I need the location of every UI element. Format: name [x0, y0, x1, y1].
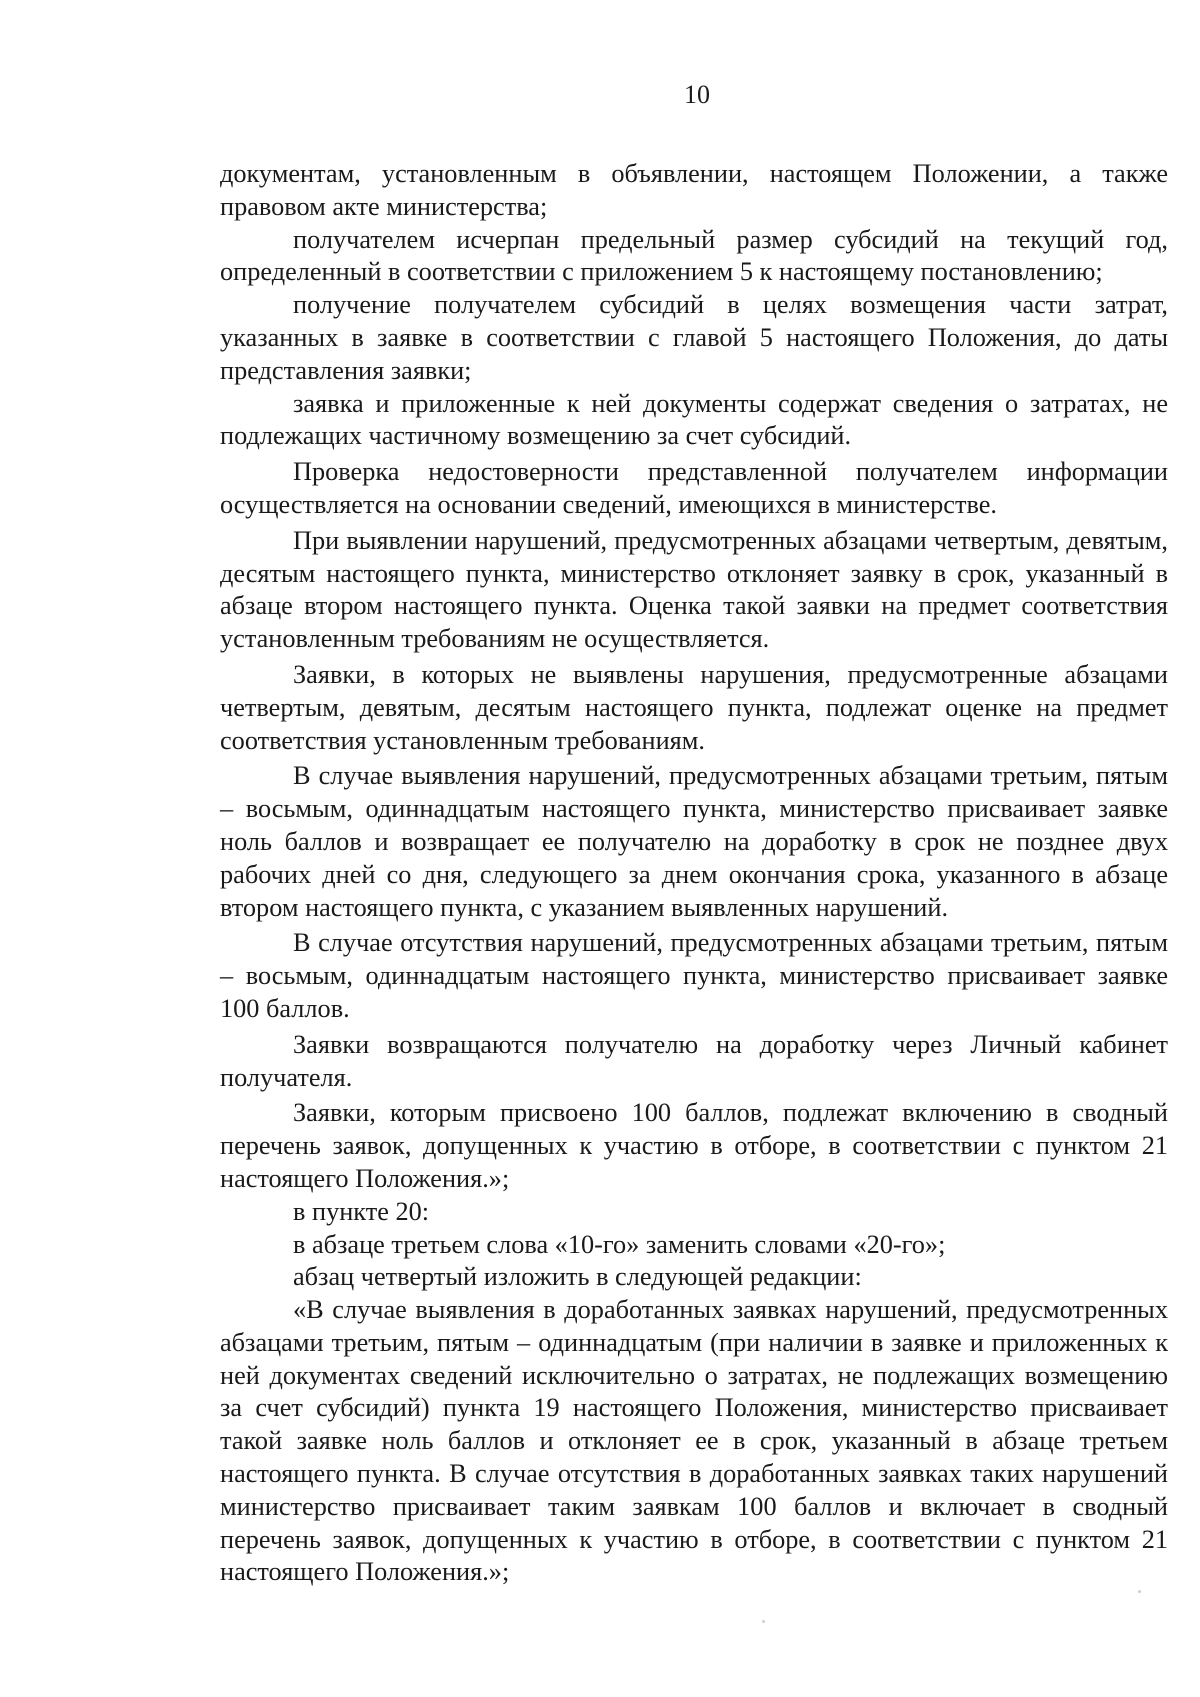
paragraph: получателем исчерпан предельный размер субсидий на текущий год, определенный в соответствии с приложением 5 к настоящему постановлению; — [220, 224, 1168, 287]
paragraph: «В случае выявления в доработанных заявках нарушений, предусмотренных абзацами третьим, пятым – одиннадцатым (при наличии в заявке и приложенных к ней документах сведений исключительно о затратах, не подлежащих возмещению за счет субсидий) пункта 19 настоящего Положения, министерство присваивает такой заявке ноль баллов и отклоняет ее в срок, указанный в абзаце третьем настоящего пункта. В случае отсутствия в доработанных заявках таких нарушений министерство присваивает таким заявкам 100 баллов и включает в сводный перечень заявок, допущенных к участию в отборе, в соответствии с пунктом 21 настоящего Положения.»; — [220, 1295, 1168, 1587]
scan-speck — [1138, 1590, 1141, 1593]
document-body — [220, 158, 1168, 1589]
paragraph: Проверка недостоверности представленной получателем информации осуществляется на основании сведений, имеющихся в министерстве. — [220, 457, 1168, 519]
paragraph: При выявлении нарушений, предусмотренных абзацами четвертым, девятым, десятым настоящего пункта, министерство отклоняет заявку в срок, указанный в абзаце втором настоящего пункта. Оценка такой заявки на предмет соответствия установленным требованиям не осуществляется. — [220, 525, 1168, 654]
paragraph: получение получателем субсидий в целях возмещения части затрат, указанных в заявке в соответствии с главой 5 настоящего Положения, до даты представления заявки; — [220, 290, 1168, 385]
paragraph: В случае выявления нарушений, предусмотренных абзацами третьим, пятым – восьмым, одиннадцатым настоящего пункта, министерство присваивает заявке ноль баллов и возвращает ее получателю на доработку в срок не позднее двух рабочих дней со дня, следующего за днем окончания срока, указанного в абзаце втором настоящего пункта, с указанием выявленных нарушений. — [220, 761, 1168, 922]
paragraph: в пункте 20: — [293, 1196, 430, 1226]
paragraph: В случае отсутствия нарушений, предусмотренных абзацами третьим, пятым – восьмым, одиннадцатым настоящего пункта, министерство присваивает заявке 100 баллов. — [220, 928, 1168, 1023]
page-number: 10 — [684, 80, 710, 109]
paragraph: документам, установленным в объявлении, настоящем Положении, а также правовом акте министерства; — [220, 159, 1168, 221]
page-number-container — [0, 80, 1200, 120]
paragraph: Заявки, в которых не выявлены нарушения, предусмотренные абзацами четвертым, девятым, десятым настоящего пункта, подлежат оценке на предмет соответствия установленным требованиям. — [220, 659, 1168, 755]
paragraph: абзац четвертый изложить в следующей редакции: — [293, 1262, 862, 1292]
paragraph: Заявки возвращаются получателю на доработку через Личный кабинет получателя. — [220, 1029, 1168, 1092]
paragraph: Заявки, которым присвоено 100 баллов, подлежат включению в сводный перечень заявок, допущенных к участию в отборе, в соответствии с пунктом 21 настоящего Положения.»; — [220, 1098, 1168, 1193]
paragraph: заявка и приложенные к ней документы содержат сведения о затратах, не подлежащих частичному возмещению за счет субсидий. — [220, 388, 1168, 451]
scan-speck — [762, 1620, 765, 1623]
paragraph: в абзаце третьем слова «10-го» заменить словами «20-го»; — [293, 1229, 946, 1259]
